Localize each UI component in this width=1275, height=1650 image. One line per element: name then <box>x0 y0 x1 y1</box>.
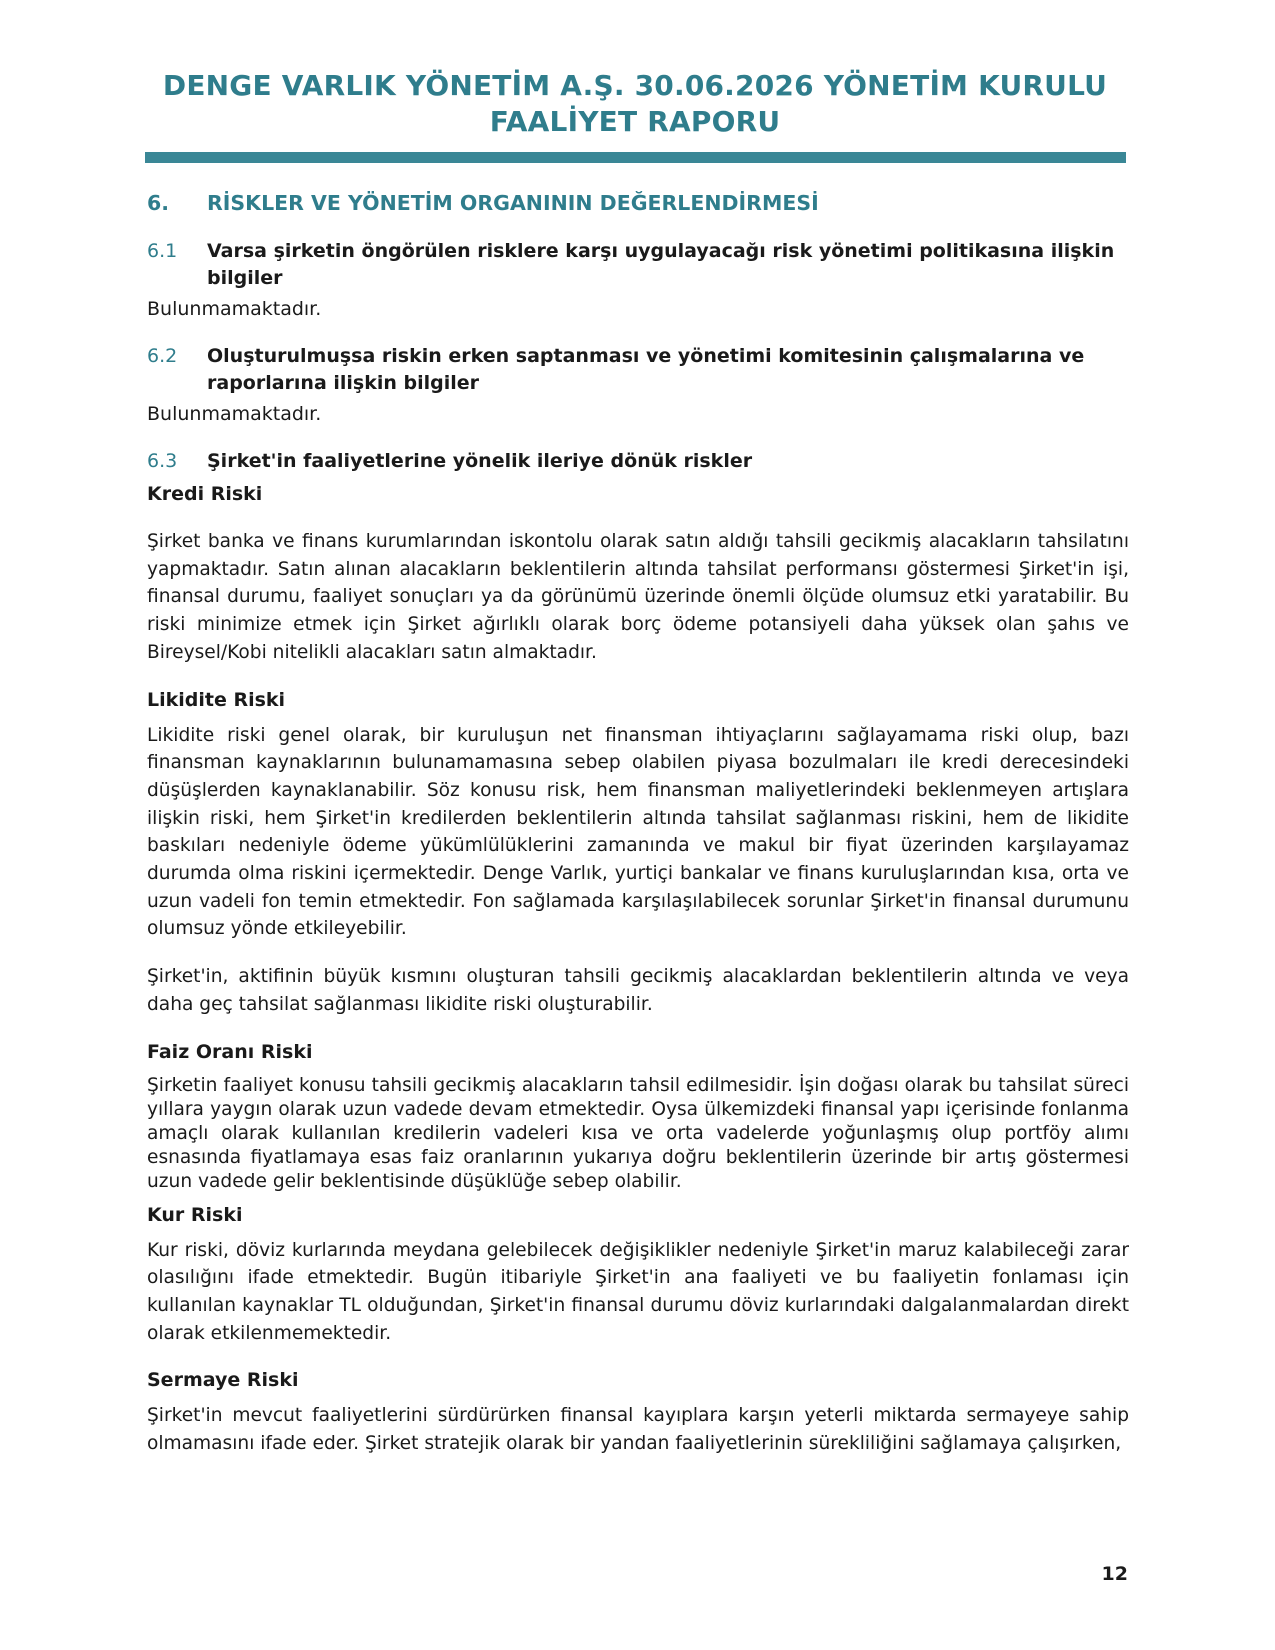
subsection-6-3-number: 6.3 <box>147 450 178 472</box>
capital-risk-paragraph: Şirket'in mevcut faaliyetlerini sürdürürken finansal kayıplara karşın yeterli miktarda sermayeye sahip olmamasını ifade eder. Şirket stratejik olarak bir yandan faaliyetlerinin sürekliliğini sağlamaya çalışırken, <box>147 1405 1129 1455</box>
subsection-6-1-heading <box>147 238 1129 292</box>
subsection-6-1-title: Varsa şirketin öngörülen risklere karşı uygulayacağı risk yönetimi politikasına ilişkin bilgiler <box>207 240 1115 289</box>
section-6-number: 6. <box>147 191 170 215</box>
report-title-line-2: FAALİYET RAPORU <box>489 105 781 138</box>
subsection-6-1-body: Bulunmamaktadır. <box>147 298 322 320</box>
liquidity-risk-paragraph-1: Likidite riski genel olarak, bir kuruluşun net finansman ihtiyaçlarını sağlayamama riski olup, bazı finansman kaynaklarının bulunamamasına sebep olabilen piyasa bozulmaları ile kredi derecesindeki düşüşlerden kaynaklanabilir. Söz konusu risk, hem finansman maliyetlerindeki beklenmeyen artışlara ilişkin riski, hem Şirket'in kredilerden beklentilerin altında tahsilat sağlanması riskini, hem de likidite baskıları nedeniyle ödeme yükümlülüklerini zamanında ve makul bir fiyat üzerinden karşılayamaz durumda olma riskini içermektedir. Denge Varlık, yurtiçi bankalar ve finans kuruluşlarından kısa, orta ve uzun vadeli fon temin etmektedir. Fon sağlamada karşılaşılabilecek sorunlar Şirket'in finansal durumunu olumsuz yönde etkileyebilir. <box>147 724 1129 940</box>
subsection-6-2-body: Bulunmamaktadır. <box>147 403 322 425</box>
section-6-title: RİSKLER VE YÖNETİM ORGANININ DEĞERLENDİRMESİ <box>207 191 819 215</box>
subsection-6-2-title: Oluşturulmuşsa riskin erken saptanması ve yönetimi komitesinin çalışmalarına ve raporlarına ilişkin bilgiler <box>207 345 1085 394</box>
subsection-6-3-heading <box>147 448 1129 475</box>
subsection-6-2-number: 6.2 <box>147 345 178 367</box>
credit-risk-heading: Kredi Riski <box>147 483 263 505</box>
currency-risk-heading: Kur Riski <box>147 1203 243 1226</box>
currency-risk-paragraph: Kur riski, döviz kurlarında meydana gelebilecek değişiklikler nedeniyle Şirket'in maruz kalabileceği zarar olasılığını ifade etmektedir. Bugün itibariyle Şirket'in ana faaliyeti ve bu faaliyetin fonlaması için kullanılan kaynaklar TL olduğundan, Şirket'in finansal durumu döviz kurlarındaki dalgalanmalardan direkt olarak etkilenmemektedir. <box>147 1239 1129 1344</box>
interest-rate-risk-paragraph: Şirketin faaliyet konusu tahsili gecikmiş alacakların tahsil edilmesidir. İşin doğası olarak bu tahsilat süreci yıllara yaygın olarak uzun vadede devam etmektedir. Oysa ülkemizdeki finansal yapı içerisinde fonlanma amaçlı olarak kullanılan kredilerin vadeleri kısa ve orta vadelerde yoğunlaşmış olup portföy alımı esnasında fiyatlamaya esas faiz oranlarının yukarıya doğru beklentilerin üzerinde bir artış göstermesi uzun vadede gelir beklentisinde düşüklüğe sebep olabilir. <box>147 1074 1129 1192</box>
subsection-6-1-number: 6.1 <box>147 240 178 262</box>
report-title-line-1: DENGE VARLIK YÖNETİM A.Ş. 30.06.2026 YÖNETİM KURULU <box>162 69 1108 102</box>
subsection-6-3-title: Şirket'in faaliyetlerine yönelik ileriye dönük riskler <box>207 450 753 472</box>
header-divider <box>145 152 1126 163</box>
subsection-6-2-heading <box>147 343 1129 397</box>
liquidity-risk-paragraph-2: Şirket'in, aktifinin büyük kısmını oluşturan tahsili gecikmiş alacaklardan beklentilerin altında ve veya daha geç tahsilat sağlanması likidite riski oluşturabilir. <box>147 966 1129 1015</box>
liquidity-risk-heading: Likidite Riski <box>147 688 286 711</box>
interest-rate-risk-heading: Faiz Oranı Riski <box>147 1040 313 1063</box>
section-6-heading <box>147 188 1129 218</box>
page-content <box>147 188 1129 1458</box>
page-number: 12 <box>1101 1563 1128 1585</box>
credit-risk-paragraph: Şirket banka ve finans kurumlarından iskontolu olarak satın aldığı tahsili gecikmiş alacakların tahsilatını yapmaktadır. Satın alınan alacakların beklentilerin altında tahsilat performansı göstermesi Şirket'in işi, finansal durumu, faaliyet sonuçları ya da görünümü üzerinde önemli ölçüde olumsuz etki yaratabilir. Bu riski minimize etmek için Şirket ağırlıklı olarak borç ödeme potansiyeli daha yüksek olan şahıs ve Bireysel/Kobi nitelikli alacakları satın almaktadır. <box>147 531 1129 663</box>
report-title <box>145 68 1125 140</box>
capital-risk-heading: Sermaye Riski <box>147 1369 299 1392</box>
